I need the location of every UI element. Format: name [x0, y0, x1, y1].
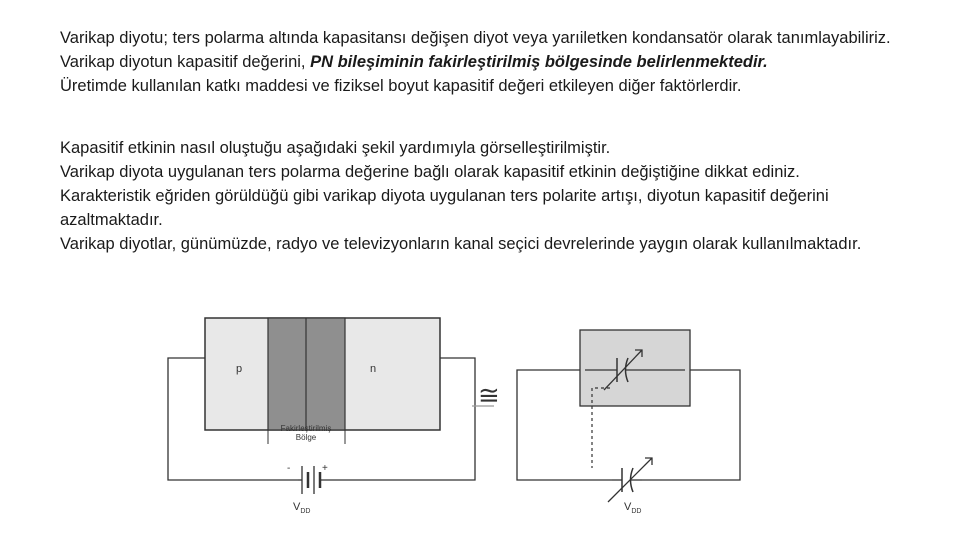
n-region-label: n: [370, 363, 377, 375]
vdd-left-label: [293, 501, 310, 515]
battery-plus-label: +: [322, 463, 328, 474]
paragraph-reverse-bias: Varikap diyota uygulanan ters polarma değerine bağlı olarak kapasitif etkinin değiştiğine dikkat ediniz.: [60, 163, 800, 181]
paragraph-definition: Varikap diyotu; ters polarma altında kapasitansı değişen diyot veya yarıiletken kondansatör olarak tanımlayabiliriz.: [60, 29, 891, 47]
depletion-label-line1: Fakirleştirilmiş: [280, 424, 332, 433]
paragraph-capacitance-emphasis: PN bileşiminin fakirleştirilmiş bölgesinde belirlenmektedir.: [310, 53, 768, 71]
vdd-right-sub: DD: [631, 508, 642, 515]
paragraph-capacitance-prefix: Varikap diyotun kapasitif değerini,: [60, 53, 311, 71]
paragraph-characteristic: Karakteristik eğriden görüldüğü gibi varikap diyota uygulanan ters polarite artışı, diyotun kapasitif değerini azaltmaktadır.: [60, 187, 829, 229]
paragraph-usage: Varikap diyotlar, günümüzde, radyo ve televizyonların kanal seçici devrelerinde yaygın olarak kullanılmaktadır.: [60, 235, 862, 253]
capacitor-box: [580, 330, 690, 406]
paragraph-visualization: Kapasitif etkinin nasıl oluştuğu aşağıdaki şekil yardımıyla görselleştirilmiştir.: [60, 139, 611, 157]
pn-junction: [205, 318, 440, 430]
vdd-left-main: V: [293, 501, 301, 513]
paragraph-factors: Üretimde kullanılan katkı maddesi ve fiziksel boyut kapasitif değeri etkileyen diğer faktörlerdir.: [60, 77, 742, 95]
p-region-label: p: [236, 363, 243, 375]
paragraph-capacitance: [60, 50, 920, 74]
vdd-left-sub: DD: [300, 508, 311, 515]
varicap-figure: [0, 300, 960, 540]
battery-minus-label: -: [287, 463, 291, 474]
explanation-text-block: [60, 136, 920, 256]
vdd-right-main: V: [624, 501, 632, 513]
equivalence-symbol: ≅: [478, 380, 500, 410]
varicap-diagram: [0, 300, 960, 540]
depletion-label-line2: Bölge: [295, 433, 317, 442]
vdd-right-label: [624, 501, 641, 515]
intro-text-block: [60, 26, 920, 98]
right-circuit: [517, 330, 740, 502]
